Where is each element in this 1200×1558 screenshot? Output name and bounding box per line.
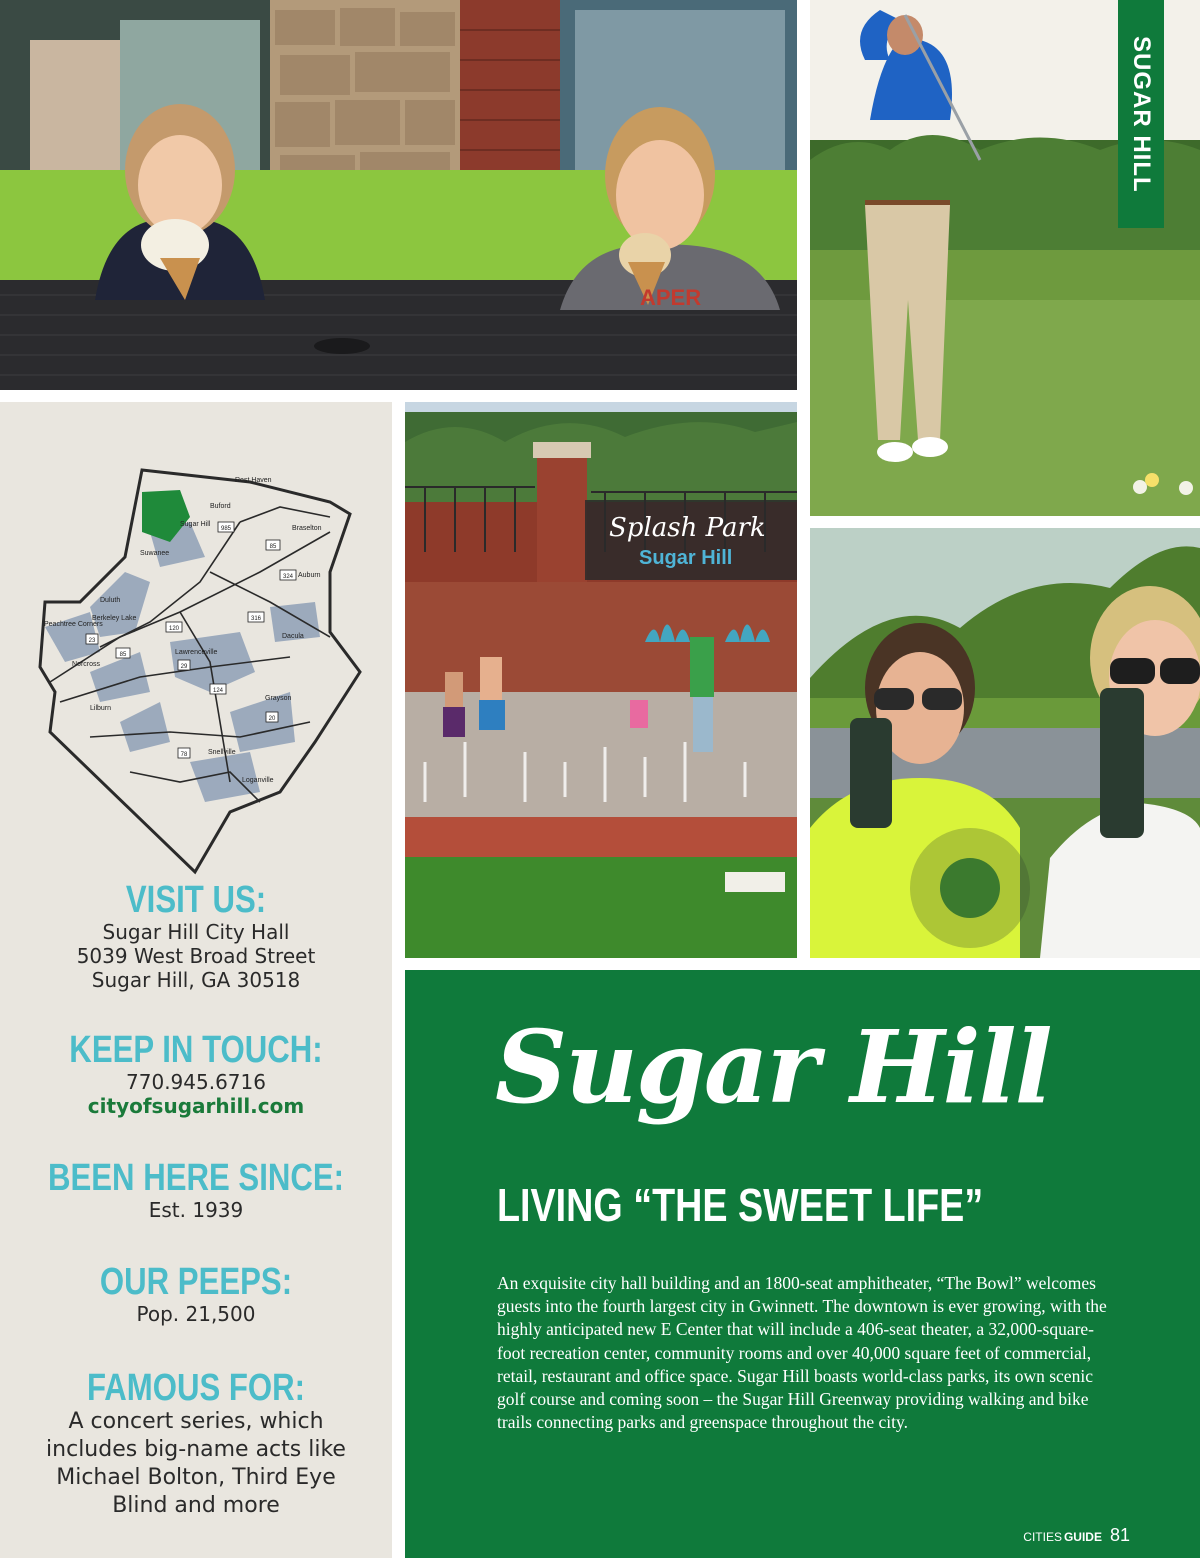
famous-value: A concert series, which includes big-name acts like Michael Bolton, Third Eye Blind and more (46, 1409, 346, 1518)
map-label-snellville: Snellville (208, 749, 236, 756)
splash-park-photo (405, 402, 797, 958)
page-footer (1023, 1525, 1130, 1546)
footer-guide: GUIDE (1063, 1530, 1102, 1544)
route-124: 124 (212, 688, 224, 694)
route-20: 20 (268, 716, 276, 722)
map-label-rest-haven: Rest Haven (235, 477, 272, 484)
route-78: 78 (180, 752, 188, 758)
footer-cities: CITIES (1023, 1530, 1062, 1544)
gwinnett-county-map (30, 462, 370, 882)
route-985: 985 (220, 526, 232, 532)
population-section (0, 1262, 392, 1326)
phone-number: 770.945.6716 (126, 1070, 266, 1094)
splash-sign-line2: Sugar Hill (639, 547, 733, 569)
map-label-berkeley-lake: Berkeley Lake (92, 615, 137, 622)
page-number: 81 (1109, 1525, 1130, 1545)
contact-heading: KEEP IN TOUCH: (69, 1029, 323, 1071)
tagline: LIVING “THE SWEET LIFE” (497, 1179, 984, 1231)
map-label-braselton: Braselton (292, 525, 322, 532)
route-324: 324 (282, 574, 294, 580)
map-label-lilburn: Lilburn (90, 705, 112, 712)
population-value: Pop. 21,500 (136, 1302, 256, 1326)
volunteers-photo (810, 528, 1200, 958)
map-label-dacula: Dacula (282, 633, 304, 640)
city-title: Sugar Hill (495, 1008, 1051, 1126)
map-label-loganville: Loganville (242, 777, 274, 784)
map-label-peachtree-corners: Peachtree Corners (44, 621, 103, 628)
famous-section (0, 1368, 392, 1520)
info-sidebar (0, 402, 392, 1558)
ice-cream-kids-photo (0, 0, 797, 390)
route-85-south: 85 (119, 652, 127, 658)
map-label-grayson: Grayson (265, 695, 292, 702)
splash-sign-line1: Splash Park (609, 513, 766, 543)
route-316: 316 (250, 616, 262, 622)
map-label-lawrenceville: Lawrenceville (175, 649, 218, 656)
famous-heading: FAMOUS FOR: (86, 1367, 306, 1409)
tshirt-text: APER (640, 285, 702, 310)
description-paragraph: An exquisite city hall building and an 1800-seat amphitheater, “The Bowl” welcomes guests into the fourth largest city in Gwinnett. The downtown is ever growing, with the highly anticipated new E Center that will include a 406-seat theater, a 32,000-square-foot recreation center, community rooms and over 40,000 square feet of commercial, retail, restaurant and office space. Sugar Hill boasts world-class parks, its own scenic golf course and coming soon – the Sugar Hill Greenway providing walking and bike trails connecting parks and greenspace throughout the city. (497, 1273, 1107, 1433)
map-label-suwanee: Suwanee (140, 550, 170, 557)
section-tab (1118, 0, 1164, 228)
since-value: Est. 1939 (148, 1198, 244, 1222)
map-label-sugar-hill: Sugar Hill (180, 521, 211, 528)
map-label-duluth: Duluth (100, 597, 121, 604)
section-tab-label: SUGAR HILL (1128, 35, 1155, 193)
since-section (0, 1158, 392, 1222)
visit-line-name: Sugar Hill City Hall (102, 920, 290, 944)
map-label-auburn: Auburn (298, 572, 321, 579)
visit-line-city: Sugar Hill, GA 30518 (91, 968, 301, 992)
route-29: 29 (180, 664, 188, 670)
map-label-buford: Buford (210, 503, 231, 510)
feature-panel (405, 970, 1200, 1558)
visit-line-street: 5039 West Broad Street (76, 944, 316, 968)
website-link[interactable]: cityofsugarhill.com (87, 1094, 305, 1118)
population-heading: OUR PEEPS: (99, 1261, 293, 1303)
visit-heading: VISIT US: (125, 879, 267, 921)
route-23: 23 (88, 638, 96, 644)
route-85-north: 85 (269, 544, 277, 550)
since-heading: BEEN HERE SINCE: (47, 1157, 345, 1199)
visit-section (0, 880, 392, 992)
route-120: 120 (168, 626, 180, 632)
map-label-norcross: Norcross (72, 661, 101, 668)
contact-section (0, 1030, 392, 1118)
